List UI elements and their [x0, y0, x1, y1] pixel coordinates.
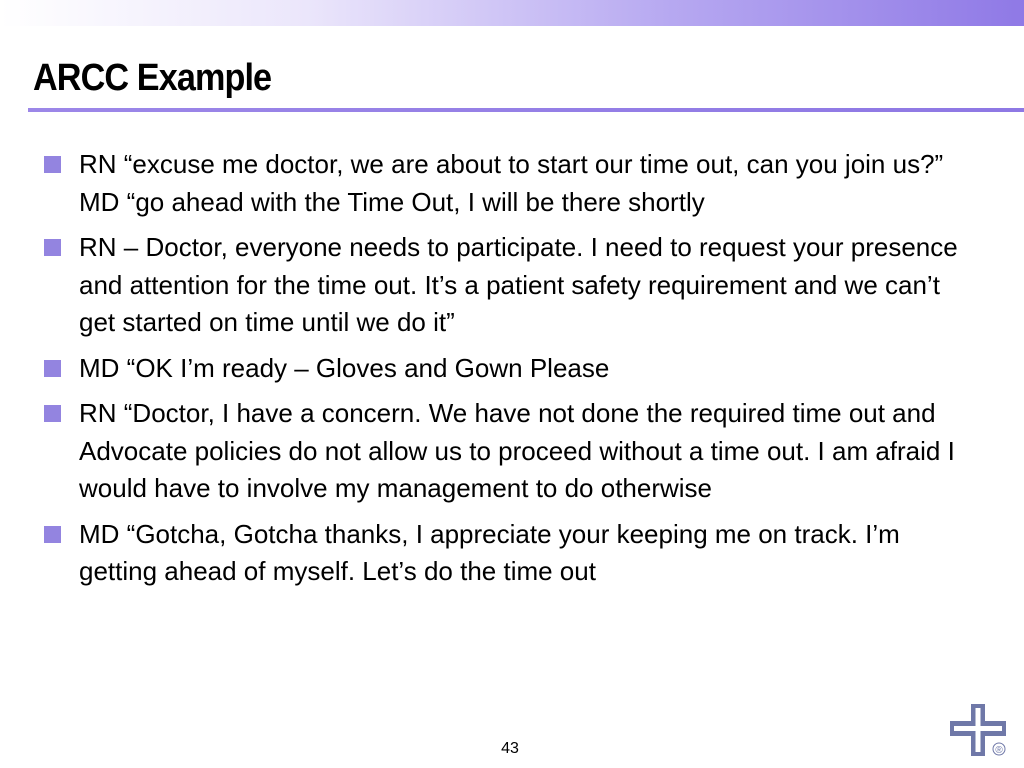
- square-bullet-icon: [44, 526, 61, 543]
- bullet-item: [44, 516, 974, 591]
- slide-title: ARCC Example: [33, 57, 272, 99]
- bullet-text: MD “Gotcha, Gotcha thanks, I appreciate your keeping me on track. I’m getting ahead of myself. Let’s do the time out: [79, 518, 900, 586]
- top-gradient-band: [0, 0, 1024, 26]
- registered-mark: ®: [995, 745, 1003, 756]
- cross-logo-icon: [950, 704, 1006, 756]
- bullet-list: [44, 146, 974, 599]
- bullet-text: RN “Doctor, I have a concern. We have not done the required time out and Advocate policies do not allow us to proceed without a time out. I am afraid I would have to involve my management to do otherwise: [79, 398, 955, 503]
- bullet-item: [44, 146, 974, 221]
- bullet-item: [44, 229, 974, 342]
- square-bullet-icon: [44, 239, 61, 256]
- bullet-text: RN “excuse me doctor, we are about to start our time out, can you join us?” MD “go ahead with the Time Out, I will be there shortly: [79, 149, 944, 217]
- bullet-item: [44, 395, 974, 508]
- bullet-text: RN – Doctor, everyone needs to participate. I need to request your presence and attention for the time out. It’s a patient safety requirement and we can’t get started on time until we do it”: [79, 232, 958, 337]
- bullet-text: MD “OK I’m ready – Gloves and Gown Please: [79, 352, 610, 383]
- bullet-item: [44, 350, 974, 388]
- title-divider: [28, 108, 1024, 112]
- page-number: 43: [501, 740, 519, 757]
- square-bullet-icon: [44, 405, 61, 422]
- square-bullet-icon: [44, 156, 61, 173]
- square-bullet-icon: [44, 360, 61, 377]
